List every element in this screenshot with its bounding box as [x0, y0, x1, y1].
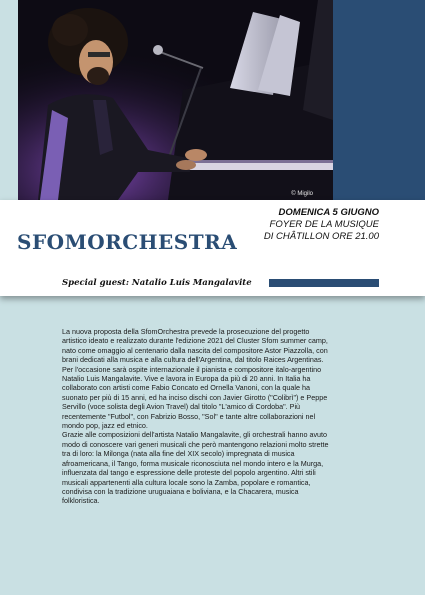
- blue-side-panel: [333, 0, 425, 200]
- paragraph-guest: Per l'occasione sarà ospite internazionale il pianista e compositore italo-argentino Natalio Luis Mangalavite. Vive e lavora in Europa da più di 20 anni. In Italia ha collaborato con artisti come Fabio Concato ed Ornella Vanoni, con la quale ha suonato per più di 15 anni, ed ha inciso dischi con Javier Girotto ("Colibrì") e Peppe Servillo (voce solista degli Avion Travel) dal titolo "L'amico di Cordoba". Più recentemente "Futbol", con Fabrizio Bosso, "Sol" e tante altre collaborazioni nel mondo pop, jazz ed etnico.: [62, 364, 328, 431]
- photo-credit: © Migilo: [291, 191, 313, 197]
- description-text: [62, 327, 334, 506]
- pianist-photo-illustration: [18, 0, 333, 200]
- pianist-photo: [18, 0, 333, 200]
- paragraph-genres: Grazie alle composizioni dell'artista Natalio Mangalavite, gli orchestrali hanno avuto modo di conoscere vari generi musicali che però mantengono relazioni molto strette tra di loro: la Milonga (nata alla fine del XIX secolo) impregnata di musica afroamericana, il Tango, forma musicale riconosciuta nel mondo intero e la Murga, influenzata dal tango e espressione delle proteste del popolo argentino. Altri stili musicali appartenenti alla cultura locale sono la Zamba, popolare e romantica, condivisa con la tradizione uruguaiana e boliviana, e la Chacarera, musica folkloristica.: [62, 430, 329, 506]
- special-guest-line: Special guest: Natalio Luis Mangalavite: [62, 278, 252, 288]
- event-venue-line1: FOYER DE LA MUSIQUE: [269, 219, 379, 230]
- page-title: SFOMORCHESTRA: [17, 230, 238, 254]
- paragraph-project: La nuova proposta della SfomOrchestra prevede la prosecuzione del progetto artistico ideato e realizzato durante l'edizione 2021 del Cluster Sfom summer camp, nato come omaggio al centenario dalla nascita del compositore Astor Piazzolla, con brani dedicati alla musica e alla cultura dell'Argentina, dal titolo Raices Argentinas.: [62, 327, 328, 365]
- event-date: DOMENICA 5 GIUGNO: [278, 207, 379, 218]
- event-info: [264, 207, 379, 243]
- decorative-blue-bar: [269, 279, 379, 287]
- event-venue-line2: DI CHÂTILLON ORE 21.00: [263, 231, 379, 242]
